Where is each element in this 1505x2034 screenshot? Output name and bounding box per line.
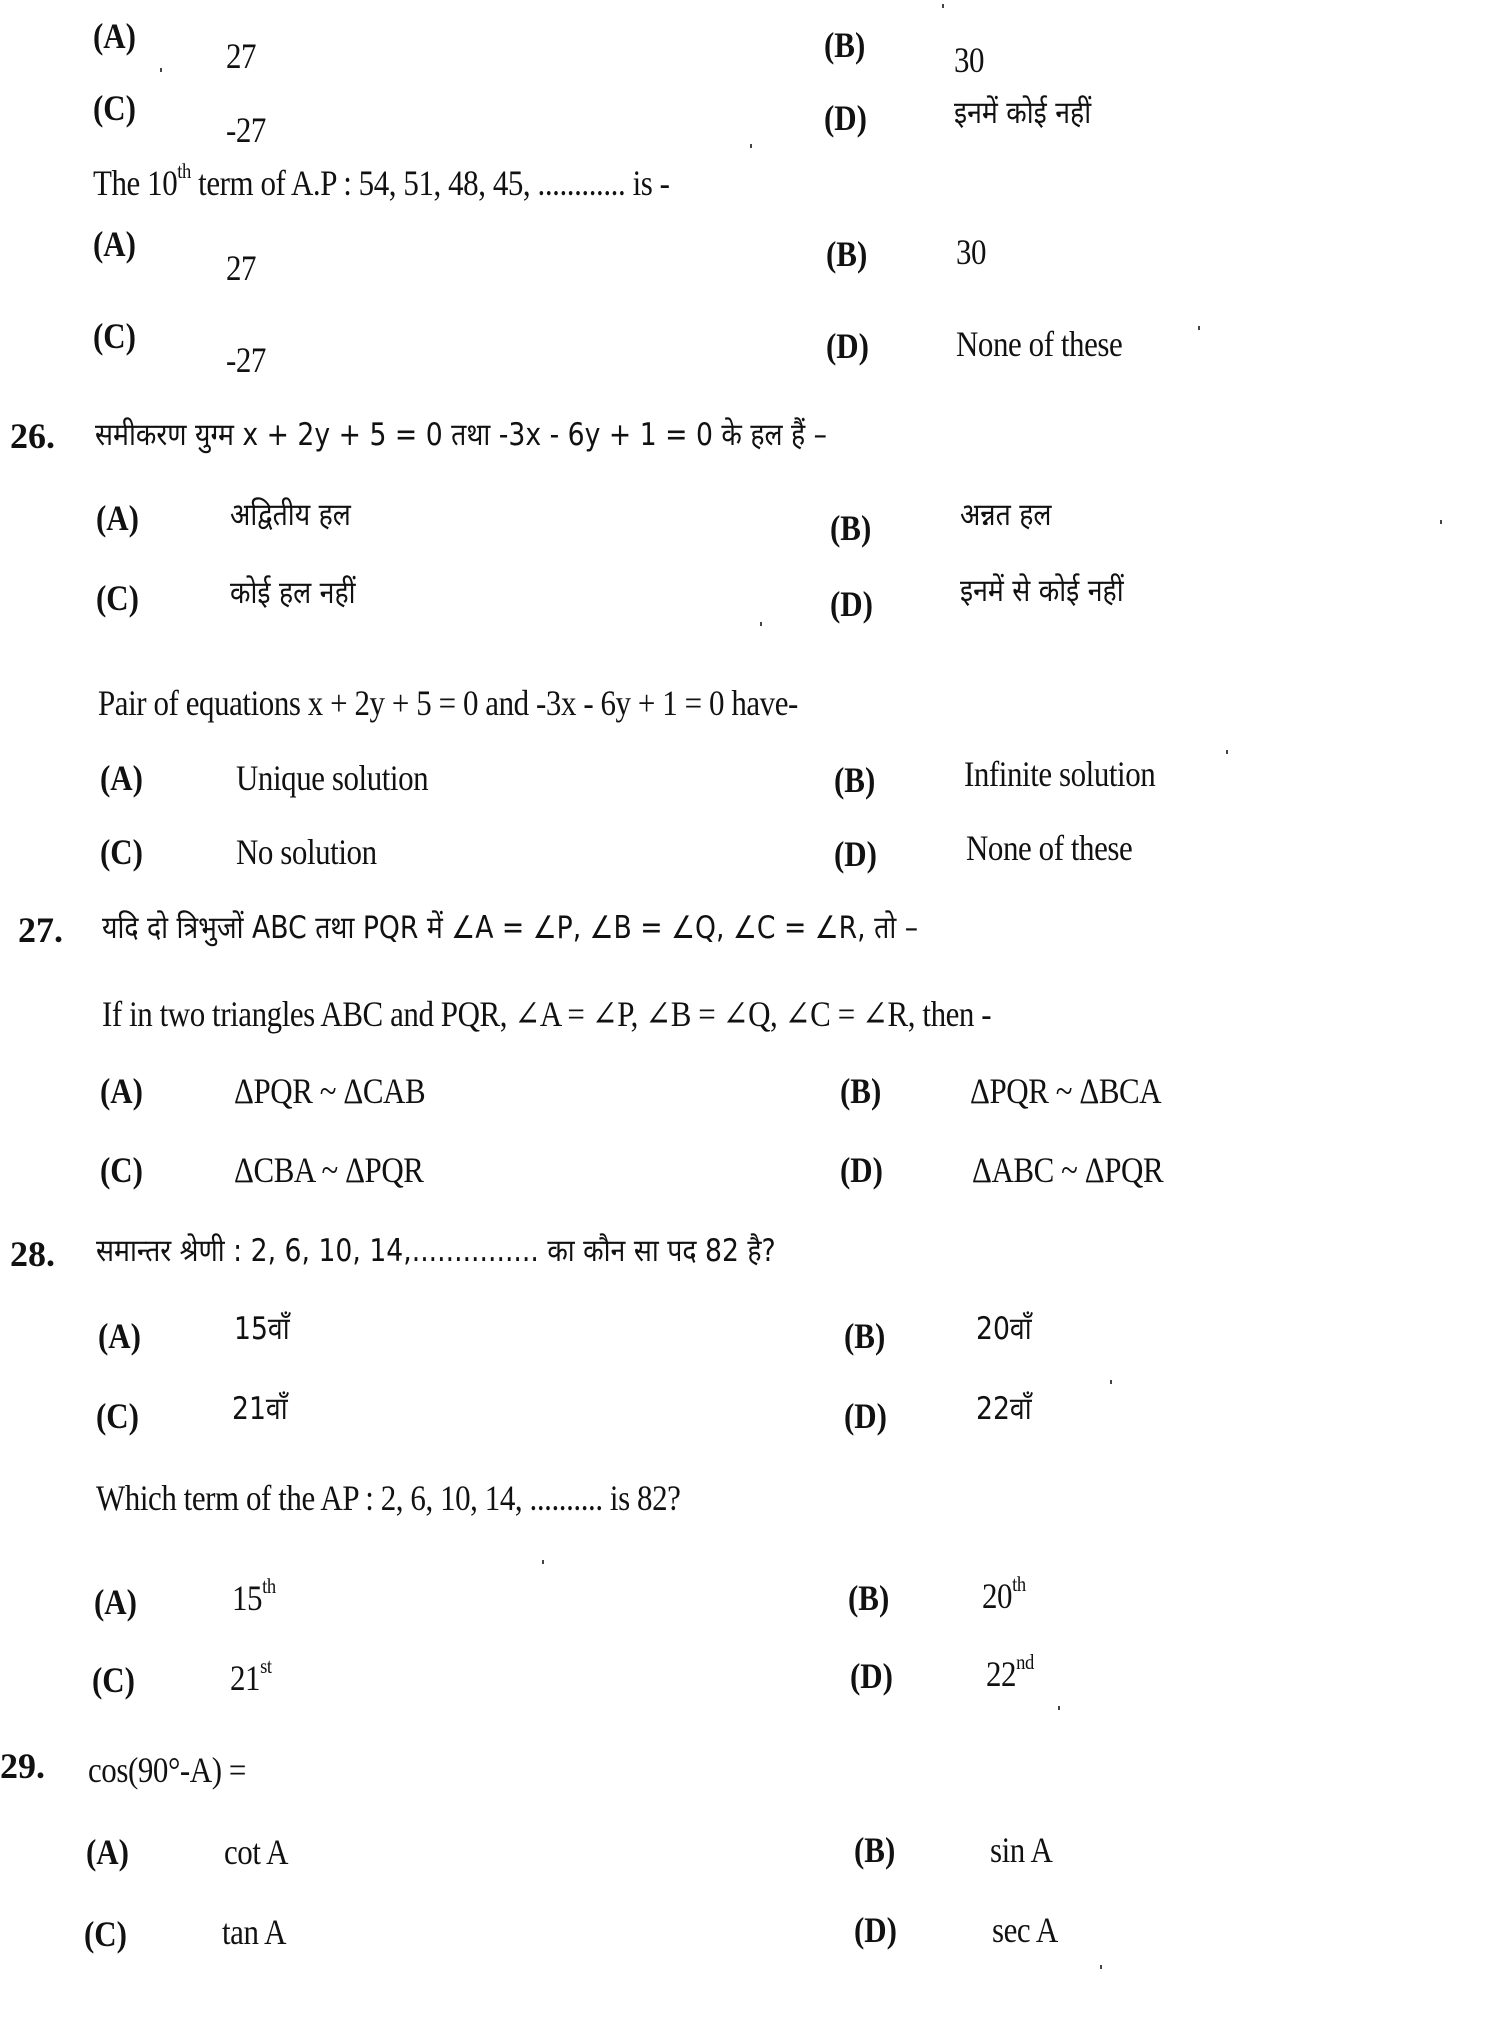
option-text: अन्नत हल xyxy=(960,497,1052,533)
option-text: 15th xyxy=(232,1574,276,1618)
option-label: (D) xyxy=(850,1656,893,1696)
option-label: (D) xyxy=(840,1150,883,1190)
option-text: ΔPQR ~ ΔBCA xyxy=(970,1071,1162,1111)
option-text: अद्वितीय हल xyxy=(230,497,351,533)
option-label: (B) xyxy=(824,25,866,65)
question-number: 29. xyxy=(0,1746,45,1786)
option-text: No solution xyxy=(236,832,377,872)
option-label: (A) xyxy=(96,498,139,538)
option-label: (C) xyxy=(84,1914,127,1954)
question-number: 27. xyxy=(18,910,63,950)
option-text: 30 xyxy=(954,40,985,80)
option-label: (C) xyxy=(100,1150,143,1190)
option-text: कोई हल नहीं xyxy=(230,575,356,611)
option-label: (B) xyxy=(854,1830,896,1870)
option-label: (C) xyxy=(93,88,136,128)
option-label: (B) xyxy=(840,1071,882,1111)
option-label: (A) xyxy=(100,1071,143,1111)
option-label: (D) xyxy=(826,326,869,366)
option-label: (C) xyxy=(92,1660,135,1700)
option-text: 27 xyxy=(226,248,257,288)
question-text-english: Pair of equations x + 2y + 5 = 0 and -3x - 6y + 1 = 0 have- xyxy=(98,683,798,723)
question-text: cos(90°-A) = xyxy=(88,1750,246,1790)
option-text: -27 xyxy=(226,340,266,380)
option-text: 21वाँ xyxy=(232,1391,288,1427)
option-label: (B) xyxy=(834,760,876,800)
question-text-hindi: यदि दो त्रिभुजों ABC तथा PQR में ∠A = ∠P, ∠B = ∠Q, ∠C = ∠R, तो – xyxy=(102,910,919,946)
option-label: (A) xyxy=(93,224,136,264)
option-text: 15वाँ xyxy=(234,1311,290,1347)
option-label: (C) xyxy=(100,832,143,872)
option-text: ΔPQR ~ ΔCAB xyxy=(234,1071,426,1111)
option-label: (D) xyxy=(830,584,873,624)
question-text-english: If in two triangles ABC and PQR, ∠A = ∠P, ∠B = ∠Q, ∠C = ∠R, then - xyxy=(102,994,992,1034)
option-text: None of these xyxy=(956,324,1123,364)
question-text-english: Which term of the AP : 2, 6, 10, 14, .......... is 82? xyxy=(96,1478,681,1518)
option-label: (A) xyxy=(100,758,143,798)
option-text: ΔABC ~ ΔPQR xyxy=(972,1150,1164,1190)
option-text: 22वाँ xyxy=(976,1391,1032,1427)
option-label: (A) xyxy=(94,1582,137,1622)
question-number: 28. xyxy=(10,1234,55,1274)
option-label: (D) xyxy=(844,1396,887,1436)
option-text: 27 xyxy=(226,36,257,76)
option-text: None of these xyxy=(966,828,1133,868)
option-label: (A) xyxy=(86,1832,129,1872)
question-text-hindi: समीकरण युग्म x + 2y + 5 = 0 तथा -3x - 6y + 1 = 0 के हल हैं – xyxy=(95,417,828,453)
option-text: 20th xyxy=(982,1572,1026,1616)
question-text-hindi: समान्तर श्रेणी : 2, 6, 10, 14,............... का कौन सा पद 82 है? xyxy=(96,1233,776,1269)
option-label: (B) xyxy=(830,508,872,548)
option-label: (B) xyxy=(826,234,868,274)
option-label: (D) xyxy=(824,98,867,138)
option-text: tan A xyxy=(222,1912,287,1952)
option-text: 20वाँ xyxy=(976,1311,1032,1347)
option-text: इनमें कोई नहीं xyxy=(954,95,1092,131)
option-label: (C) xyxy=(96,578,139,618)
option-label: (A) xyxy=(93,16,136,56)
question-text: The 10th term of A.P : 54, 51, 48, 45, ............ is - xyxy=(93,159,670,203)
option-text: इनमें से कोई नहीं xyxy=(960,573,1124,609)
option-label: (C) xyxy=(93,316,136,356)
question-number: 26. xyxy=(10,416,55,456)
option-text: -27 xyxy=(226,110,266,150)
option-label: (B) xyxy=(844,1316,886,1356)
option-text: 30 xyxy=(956,232,987,272)
option-label: (B) xyxy=(848,1578,890,1618)
option-label: (D) xyxy=(834,834,877,874)
option-text: 22nd xyxy=(986,1650,1034,1694)
option-label: (A) xyxy=(98,1316,141,1356)
option-text: sec A xyxy=(992,1910,1058,1950)
option-label: (C) xyxy=(96,1396,139,1436)
option-text: ΔCBA ~ ΔPQR xyxy=(234,1150,424,1190)
option-text: Unique solution xyxy=(236,758,429,798)
option-text: cot A xyxy=(224,1832,289,1872)
option-label: (D) xyxy=(854,1910,897,1950)
option-text: Infinite solution xyxy=(964,754,1156,794)
option-text: sin A xyxy=(990,1830,1053,1870)
option-text: 21st xyxy=(230,1654,272,1698)
